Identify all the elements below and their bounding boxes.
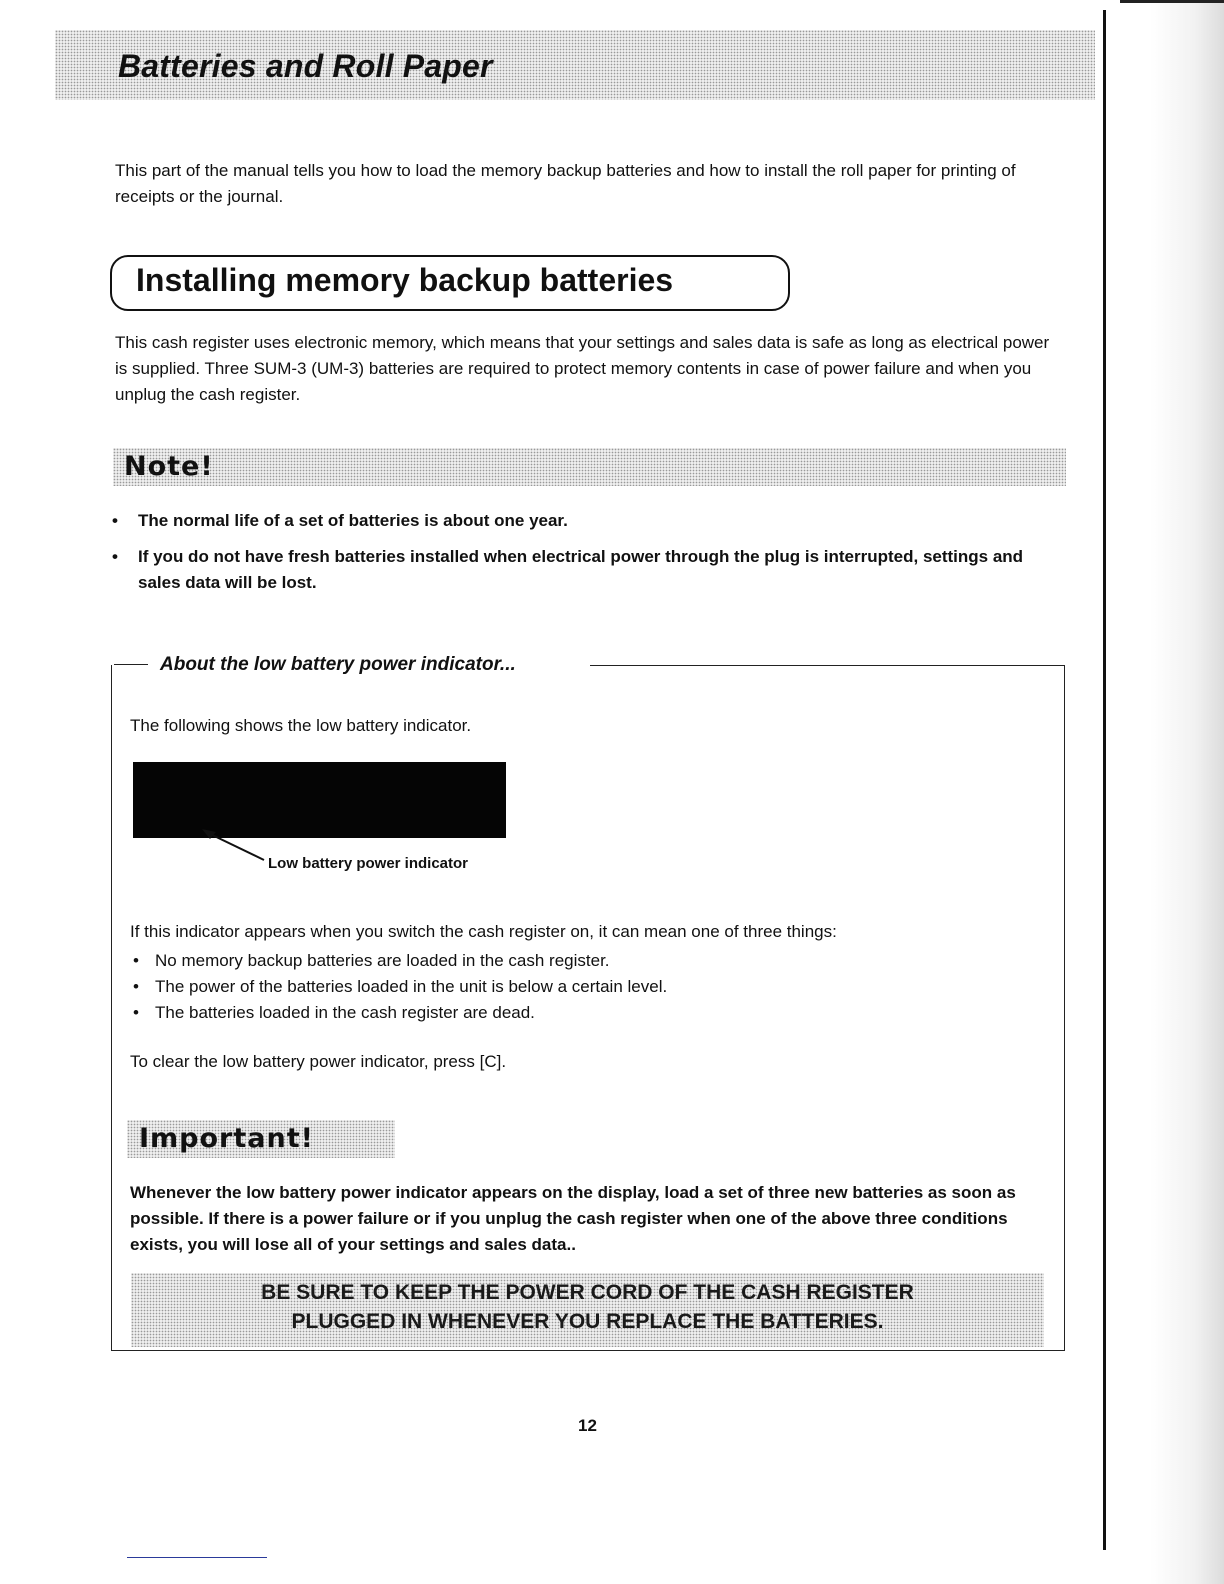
page-number: 12 [578, 1416, 597, 1435]
warning-line: PLUGGED IN WHENEVER YOU REPLACE THE BATTERIES. [291, 1310, 884, 1333]
meaning-intro: If this indicator appears when you switch the cash register on, it can mean one of three things: [130, 922, 837, 941]
box-intro: The following shows the low battery indicator. [130, 716, 472, 735]
indicator-arrow-icon [200, 826, 270, 866]
right-margin-rule [1103, 10, 1106, 1550]
note-item: • The normal life of a set of batteries is about one year. [110, 508, 1050, 534]
page-edge-shadow [1150, 0, 1224, 1584]
meaning-list [130, 948, 667, 1026]
top-edge-line [1120, 0, 1224, 3]
note-band [113, 448, 1066, 486]
warning-line: BE SURE TO KEEP THE POWER CORD OF THE CASH REGISTER [261, 1281, 914, 1304]
page-title: Batteries and Roll Paper [118, 48, 493, 84]
footer-rule [127, 1557, 267, 1558]
box-title: About the low battery power indicator... [160, 654, 516, 675]
meaning-item: • No memory backup batteries are loaded in the cash register. [130, 948, 667, 974]
note-label: Note! [124, 451, 214, 482]
meaning-item: • The batteries loaded in the cash register are dead. [130, 1000, 667, 1026]
clear-instruction: To clear the low battery power indicator, press [C]. [130, 1052, 507, 1071]
intro-paragraph: This part of the manual tells you how to load the memory backup batteries and how to install the roll paper for printing of receipts or the journal. [115, 161, 1016, 206]
section-body: This cash register uses electronic memory, which means that your settings and sales data is safe as long as electrical power is supplied. Three SUM-3 (UM-3) batteries are required to protect memory contents in case of power failure and when you unplug the cash register. [115, 333, 1050, 404]
important-text: Whenever the low battery power indicator appears on the display, load a set of three new batteries as soon as possible. If there is a power failure or if you unplug the cash register when one of the above three conditions exists, you will lose all of your settings and sales data.. [130, 1183, 1016, 1254]
meaning-item: • The power of the batteries loaded in the unit is below a certain level. [130, 974, 667, 1000]
section-title: Installing memory backup batteries [136, 262, 674, 298]
lcd-display-image [133, 762, 506, 838]
important-label: Important! [139, 1123, 314, 1154]
warning-text [131, 1278, 1044, 1336]
note-list [110, 508, 1050, 606]
note-item: • If you do not have fresh batteries installed when electrical power through the plug is interrupted, settings and sales data will be lost. [110, 544, 1050, 596]
box-title-dash [114, 664, 148, 665]
indicator-caption: Low battery power indicator [268, 855, 469, 872]
